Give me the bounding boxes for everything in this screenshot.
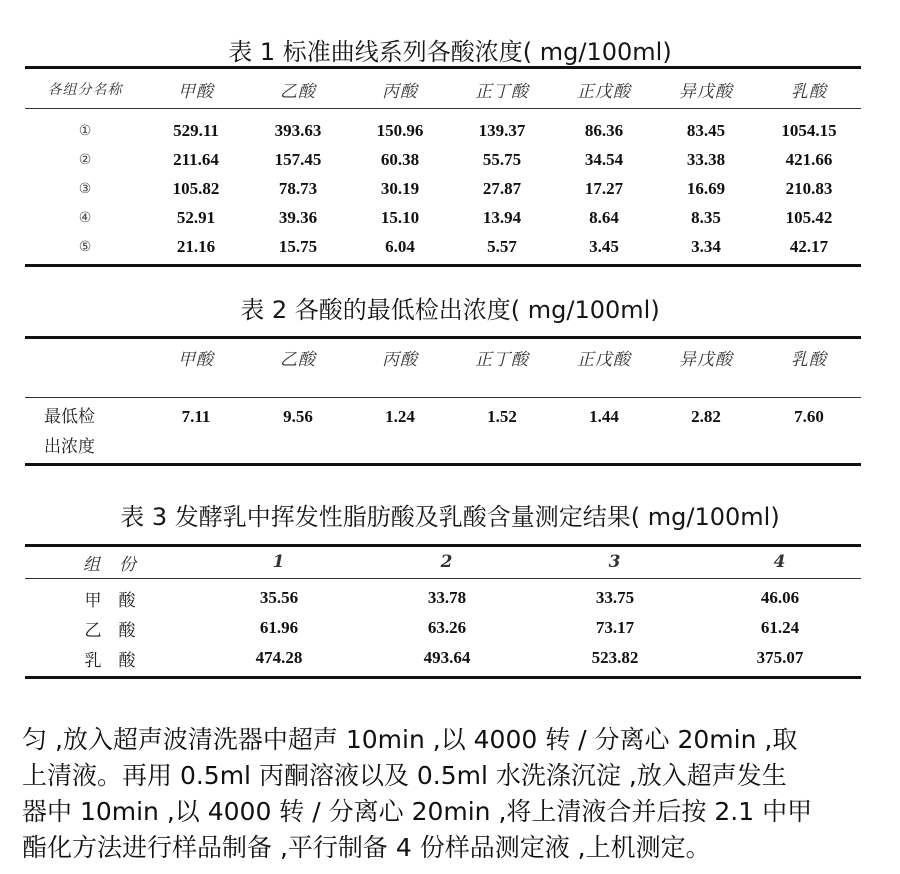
table-cell: 86.36 [584,121,624,140]
table-cell: 1.44 [589,407,619,426]
table-3-header-cell: 4 [773,552,787,572]
table-cell: 33.38 [686,150,726,169]
table-1-header-rule [25,108,861,109]
row-label: ② [78,152,92,168]
table-3-caption: 表 3 发酵乳中挥发性脂肪酸及乳酸含量测定结果( mg/100ml) [120,503,780,531]
table-cell: 105.82 [172,179,220,198]
table-row [25,147,861,173]
table-row [25,584,861,612]
table-cell: 375.07 [756,648,804,667]
table-cell: 33.75 [595,588,635,607]
table-1-header-cell: 丙酸 [382,81,418,102]
table-2-header-cell: 异戊酸 [679,349,733,370]
table-3-header-cell: 2 [440,552,454,572]
table-row [25,234,861,260]
table-cell: 33.78 [427,588,467,607]
table-1-caption: 表 1 标准曲线系列各酸浓度( mg/100ml) [228,38,672,66]
body-paragraph [22,722,882,866]
table-1-header-cell: 正戊酸 [577,81,631,102]
table-3-top-rule [25,544,861,547]
row-label: ④ [78,210,92,226]
table-cell: 150.96 [376,121,424,140]
table-cell: 1.52 [487,407,517,426]
table-row [25,205,861,231]
table-cell: 30.19 [380,179,420,198]
table-cell: 73.17 [595,618,635,637]
table-1-header-cell: 各组分名称 [47,82,123,98]
table-cell: 52.91 [176,208,216,227]
paragraph-line: 酯化方法进行样品制备 ,平行制备 4 份样品测定液 ,上机测定。 [22,833,711,862]
table-cell: 529.11 [173,121,219,140]
table-2-header-cell: 甲酸 [178,349,214,370]
row-label: 甲 酸 [84,590,136,611]
table-2-header-rule [25,397,861,398]
table-2-bottom-rule [25,463,861,466]
table-cell: 8.64 [589,208,619,227]
table-1-header-cell: 乳酸 [791,81,827,102]
table-cell: 61.24 [760,618,800,637]
table-cell: 61.96 [259,618,299,637]
table-cell: 474.28 [255,648,303,667]
paragraph-line: 器中 10min ,以 4000 转 / 分离心 20min ,将上清液合并后按 2.1 中甲 [22,797,813,826]
table-3-header-rule [25,578,861,579]
table-cell: 78.73 [278,179,318,198]
table-1-top-rule [25,66,861,69]
table-3-header [25,548,861,576]
table-cell: 83.45 [686,121,726,140]
table-cell: 15.75 [278,237,318,256]
table-cell: 13.94 [482,208,522,227]
table-cell: 1054.15 [781,121,837,140]
table-cell: 139.37 [478,121,526,140]
table-1-header-cell: 乙酸 [280,81,316,102]
table-row [25,118,861,144]
table-cell: 16.69 [686,179,726,198]
table-3-header-cell: 组 份 [83,554,137,575]
table-2-header-cell: 正丁酸 [475,349,529,370]
table-cell: 9.56 [283,407,313,426]
row-label-line-2: 出浓度 [44,437,95,457]
table-cell: 421.66 [785,150,833,169]
table-2-header-cell: 正戊酸 [577,349,631,370]
table-cell: 1.24 [385,407,415,426]
table-cell: 3.45 [589,237,619,256]
table-3-header-cell: 3 [608,552,622,572]
table-cell: 3.34 [691,237,721,256]
table-3-bottom-rule [25,676,861,679]
row-label: ① [78,123,92,139]
table-cell: 2.82 [691,407,721,426]
table-cell: 60.38 [380,150,420,169]
paragraph-line: 上清液。再用 0.5ml 丙酮溶液以及 0.5ml 水洗涤沉淀 ,放入超声发生 [22,761,787,790]
table-row [25,176,861,202]
table-cell: 63.26 [427,618,467,637]
table-2-header [25,342,861,372]
row-label: 乳 酸 [84,650,136,671]
row-label: 乙 酸 [84,620,136,641]
paragraph-line: 匀 ,放入超声波清洗器中超声 10min ,以 4000 转 / 分离心 20min ,取 [22,725,798,754]
table-cell: 523.82 [591,648,639,667]
table-cell: 21.16 [176,237,216,256]
table-row [25,614,861,642]
table-cell: 493.64 [423,648,471,667]
table-cell: 7.11 [181,407,211,426]
table-cell: 7.60 [794,407,824,426]
table-cell: 211.64 [173,150,219,169]
table-1-header-cell: 甲酸 [178,81,214,102]
table-cell: 42.17 [789,237,829,256]
table-cell: 210.83 [785,179,833,198]
table-cell: 105.42 [785,208,833,227]
table-cell: 157.45 [274,150,322,169]
table-2-top-rule [25,336,861,339]
table-3-header-cell: 1 [272,552,286,572]
table-cell: 15.10 [380,208,420,227]
table-2-header-cell: 乙酸 [280,349,316,370]
table-cell: 35.56 [259,588,299,607]
table-cell: 393.63 [274,121,322,140]
table-row [25,644,861,672]
table-cell: 46.06 [760,588,800,607]
table-2-header-cell: 丙酸 [382,349,418,370]
table-2-caption: 表 2 各酸的最低检出浓度( mg/100ml) [240,296,660,324]
table-cell: 8.35 [691,208,721,227]
table-cell: 6.04 [385,237,415,256]
table-1-bottom-rule [25,264,861,267]
table-2-header-cell: 乳酸 [791,349,827,370]
table-row [25,404,861,430]
table-1-header [25,74,861,104]
table-cell: 17.27 [584,179,624,198]
table-cell: 27.87 [482,179,522,198]
row-label-line-1: 最低检 [44,407,95,427]
table-cell: 55.75 [482,150,522,169]
row-label: ③ [78,181,92,197]
table-cell: 34.54 [584,150,624,169]
table-1-header-cell: 异戊酸 [679,81,733,102]
table-cell: 5.57 [487,237,517,256]
table-1-header-cell: 正丁酸 [475,81,529,102]
row-label: ⑤ [78,239,92,255]
table-cell: 39.36 [278,208,318,227]
